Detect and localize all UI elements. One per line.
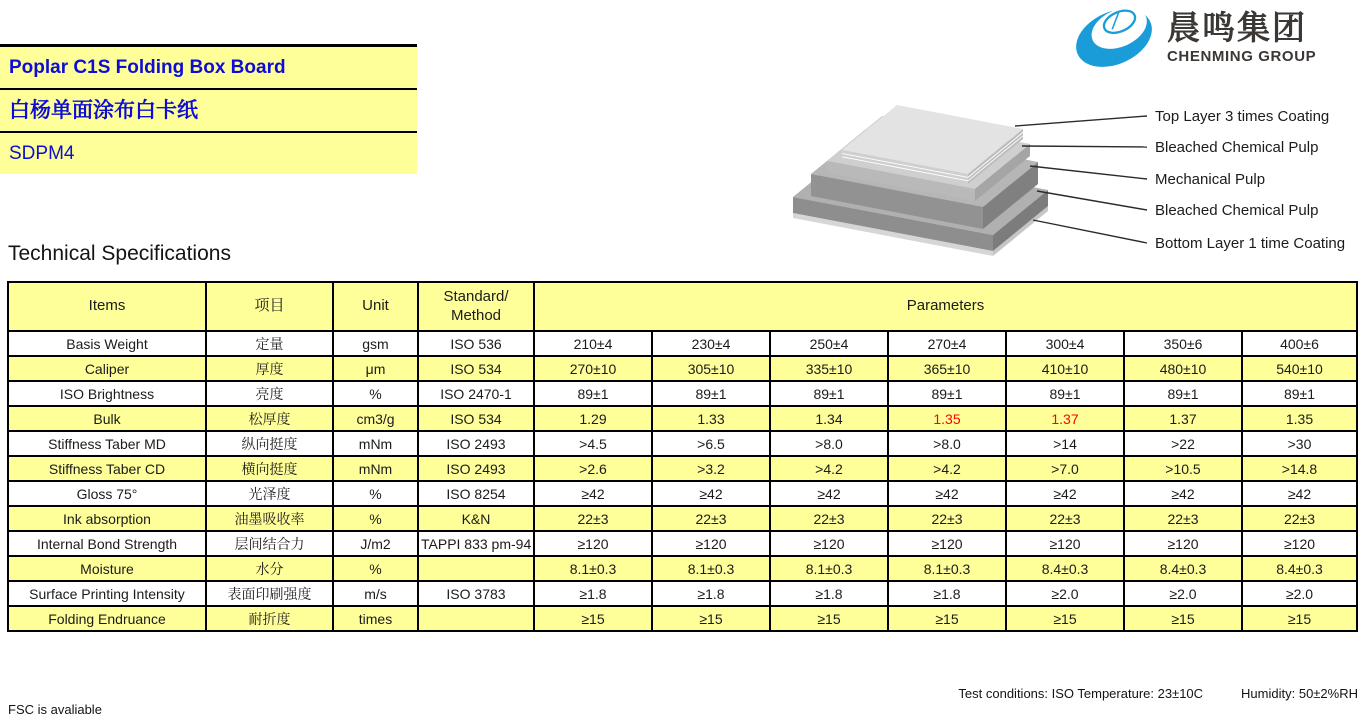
param-value: 270±10 — [534, 356, 652, 381]
param-value: 22±3 — [652, 506, 770, 531]
param-value: 89±1 — [888, 381, 1006, 406]
item-standard — [418, 606, 534, 631]
col-header-parameters: Parameters — [534, 282, 1357, 331]
table-row — [8, 531, 1357, 556]
param-value: 8.1±0.3 — [770, 556, 888, 581]
product-code: SDPM4 — [0, 133, 417, 174]
param-value: 1.29 — [534, 406, 652, 431]
item-name-cn: 水分 — [206, 556, 333, 581]
param-value: 300±4 — [1006, 331, 1124, 356]
param-value: ≥42 — [1124, 481, 1242, 506]
layer-label-bleached-lower: Bleached Chemical Pulp — [1155, 202, 1319, 219]
param-value: 8.4±0.3 — [1242, 556, 1357, 581]
param-value: 89±1 — [770, 381, 888, 406]
param-value: 270±4 — [888, 331, 1006, 356]
param-value: ≥120 — [652, 531, 770, 556]
param-value: 8.1±0.3 — [534, 556, 652, 581]
item-name-cn: 光泽度 — [206, 481, 333, 506]
col-header-standard — [418, 282, 534, 331]
param-value: ≥15 — [770, 606, 888, 631]
param-value: >10.5 — [1124, 456, 1242, 481]
table-row — [8, 356, 1357, 381]
param-value: >30 — [1242, 431, 1357, 456]
param-value: 22±3 — [888, 506, 1006, 531]
param-value: 335±10 — [770, 356, 888, 381]
param-value: ≥1.8 — [534, 581, 652, 606]
param-value: ≥1.8 — [888, 581, 1006, 606]
param-value: ≥42 — [888, 481, 1006, 506]
param-value: 8.4±0.3 — [1124, 556, 1242, 581]
item-name-cn: 定量 — [206, 331, 333, 356]
leader-line — [1030, 166, 1147, 179]
item-unit: mNm — [333, 456, 418, 481]
item-name: Gloss 75° — [8, 481, 206, 506]
param-value: 22±3 — [534, 506, 652, 531]
param-value: 400±6 — [1242, 331, 1357, 356]
item-name: Bulk — [8, 406, 206, 431]
item-name-cn: 耐折度 — [206, 606, 333, 631]
item-unit: mNm — [333, 431, 418, 456]
param-value: 89±1 — [534, 381, 652, 406]
param-value: 89±1 — [1006, 381, 1124, 406]
item-name: Stiffness Taber MD — [8, 431, 206, 456]
test-conditions-text: Test conditions: ISO Temperature: 23±10C — [958, 686, 1204, 701]
param-value: >8.0 — [770, 431, 888, 456]
header-row — [8, 282, 1357, 331]
item-name: Internal Bond Strength — [8, 531, 206, 556]
leader-line — [1033, 220, 1147, 243]
logo-name-en: CHENMING GROUP — [1167, 48, 1317, 66]
board-layers-diagram — [775, 98, 1360, 263]
param-value: ≥42 — [652, 481, 770, 506]
item-standard: K&N — [418, 506, 534, 531]
param-value: ≥42 — [1006, 481, 1124, 506]
item-standard: ISO 2493 — [418, 456, 534, 481]
param-value: 410±10 — [1006, 356, 1124, 381]
param-value: 210±4 — [534, 331, 652, 356]
param-value: 89±1 — [652, 381, 770, 406]
item-standard — [418, 556, 534, 581]
item-standard: ISO 536 — [418, 331, 534, 356]
item-name-cn: 层间结合力 — [206, 531, 333, 556]
standard-line1: Standard/ — [443, 287, 509, 305]
param-value: ≥2.0 — [1124, 581, 1242, 606]
param-value: ≥120 — [534, 531, 652, 556]
param-value: ≥120 — [1242, 531, 1357, 556]
logo-text — [1167, 8, 1317, 66]
layer-label-bleached-upper: Bleached Chemical Pulp — [1155, 139, 1319, 156]
table-row — [8, 606, 1357, 631]
layer-label-bottom-coating: Bottom Layer 1 time Coating — [1155, 235, 1346, 252]
table-row — [8, 406, 1357, 431]
item-unit: % — [333, 556, 418, 581]
item-name-cn: 油墨吸收率 — [206, 506, 333, 531]
param-value: ≥15 — [534, 606, 652, 631]
item-name-cn: 纵向挺度 — [206, 431, 333, 456]
param-value: >14 — [1006, 431, 1124, 456]
param-value: 22±3 — [1124, 506, 1242, 531]
param-value: 540±10 — [1242, 356, 1357, 381]
param-value: 305±10 — [652, 356, 770, 381]
param-value: 365±10 — [888, 356, 1006, 381]
param-value: 89±1 — [1242, 381, 1357, 406]
param-value: ≥120 — [1124, 531, 1242, 556]
item-standard: ISO 2493 — [418, 431, 534, 456]
company-logo — [1070, 6, 1316, 70]
item-unit: μm — [333, 356, 418, 381]
param-value: ≥1.8 — [652, 581, 770, 606]
item-unit: % — [333, 506, 418, 531]
param-value: ≥15 — [652, 606, 770, 631]
param-value: 8.4±0.3 — [1006, 556, 1124, 581]
param-value: >8.0 — [888, 431, 1006, 456]
param-value: ≥120 — [888, 531, 1006, 556]
table-row — [8, 506, 1357, 531]
item-name: ISO Brightness — [8, 381, 206, 406]
item-standard: TAPPI 833 pm-94 — [418, 531, 534, 556]
leader-line — [1022, 146, 1147, 147]
layer-label-top-coating: Top Layer 3 times Coating — [1155, 108, 1330, 125]
leader-line — [1037, 191, 1147, 210]
item-standard: ISO 8254 — [418, 481, 534, 506]
param-value: 1.35 — [888, 406, 1006, 431]
product-name-cn: 白杨单面涂布白卡纸 — [0, 90, 417, 131]
item-name: Surface Printing Intensity — [8, 581, 206, 606]
param-value: >4.5 — [534, 431, 652, 456]
item-unit: % — [333, 381, 418, 406]
param-value: >2.6 — [534, 456, 652, 481]
param-value: >22 — [1124, 431, 1242, 456]
param-value: 1.35 — [1242, 406, 1357, 431]
param-value: ≥2.0 — [1006, 581, 1124, 606]
param-value: 22±3 — [1006, 506, 1124, 531]
param-value: >3.2 — [652, 456, 770, 481]
param-value: ≥15 — [888, 606, 1006, 631]
param-value: ≥42 — [1242, 481, 1357, 506]
param-value: 1.37 — [1006, 406, 1124, 431]
param-value: ≥120 — [770, 531, 888, 556]
fsc-note: FSC is avaliable — [8, 702, 102, 717]
table-row — [8, 431, 1357, 456]
param-value: >6.5 — [652, 431, 770, 456]
param-value: 89±1 — [1124, 381, 1242, 406]
table-row — [8, 456, 1357, 481]
param-value: 1.33 — [652, 406, 770, 431]
param-value: ≥42 — [534, 481, 652, 506]
table-row — [8, 381, 1357, 406]
param-value: 1.34 — [770, 406, 888, 431]
param-value: 1.37 — [1124, 406, 1242, 431]
humidity-text: Humidity: 50±2%RH — [1241, 686, 1358, 701]
param-value: 350±6 — [1124, 331, 1242, 356]
item-name: Ink absorption — [8, 506, 206, 531]
layer-label-mechanical: Mechanical Pulp — [1155, 171, 1266, 188]
item-name-cn: 厚度 — [206, 356, 333, 381]
param-value: ≥15 — [1242, 606, 1357, 631]
item-name: Stiffness Taber CD — [8, 456, 206, 481]
param-value: 480±10 — [1124, 356, 1242, 381]
item-name-cn: 横向挺度 — [206, 456, 333, 481]
param-value: ≥1.8 — [770, 581, 888, 606]
param-value: 230±4 — [652, 331, 770, 356]
item-name: Caliper — [8, 356, 206, 381]
param-value: 22±3 — [1242, 506, 1357, 531]
section-title: Technical Specifications — [8, 242, 231, 265]
col-header-items: Items — [8, 282, 206, 331]
table-row — [8, 481, 1357, 506]
table-row — [8, 581, 1357, 606]
param-value: ≥120 — [1006, 531, 1124, 556]
standard-line2: Method — [450, 306, 502, 324]
item-name-cn: 表面印刷强度 — [206, 581, 333, 606]
col-header-items-cn: 项目 — [206, 282, 333, 331]
param-value: ≥42 — [770, 481, 888, 506]
param-value: ≥2.0 — [1242, 581, 1357, 606]
item-standard: ISO 534 — [418, 406, 534, 431]
logo-name-cn: 晨鸣集团 — [1167, 8, 1307, 46]
leader-line — [1015, 116, 1147, 126]
item-name: Moisture — [8, 556, 206, 581]
product-title-block — [0, 44, 417, 174]
item-unit: m/s — [333, 581, 418, 606]
param-value: ≥15 — [1006, 606, 1124, 631]
item-name: Basis Weight — [8, 331, 206, 356]
item-name-cn: 亮度 — [206, 381, 333, 406]
item-unit: J/m2 — [333, 531, 418, 556]
item-name-cn: 松厚度 — [206, 406, 333, 431]
item-name: Folding Endruance — [8, 606, 206, 631]
param-value: >14.8 — [1242, 456, 1357, 481]
spec-table — [7, 281, 1358, 632]
item-standard: ISO 534 — [418, 356, 534, 381]
param-value: >4.2 — [770, 456, 888, 481]
param-value: >4.2 — [888, 456, 1006, 481]
param-value: >7.0 — [1006, 456, 1124, 481]
param-value: 22±3 — [770, 506, 888, 531]
item-unit: times — [333, 606, 418, 631]
product-name-en: Poplar C1S Folding Box Board — [0, 47, 417, 88]
item-unit: cm3/g — [333, 406, 418, 431]
chenming-logo-icon — [1070, 6, 1158, 70]
param-value: 8.1±0.3 — [652, 556, 770, 581]
param-value: ≥15 — [1124, 606, 1242, 631]
param-value: 8.1±0.3 — [888, 556, 1006, 581]
test-conditions-note — [958, 686, 1358, 701]
item-unit: % — [333, 481, 418, 506]
item-unit: gsm — [333, 331, 418, 356]
table-row — [8, 331, 1357, 356]
param-value: 250±4 — [770, 331, 888, 356]
col-header-unit: Unit — [333, 282, 418, 331]
table-row — [8, 556, 1357, 581]
item-standard: ISO 2470-1 — [418, 381, 534, 406]
item-standard: ISO 3783 — [418, 581, 534, 606]
